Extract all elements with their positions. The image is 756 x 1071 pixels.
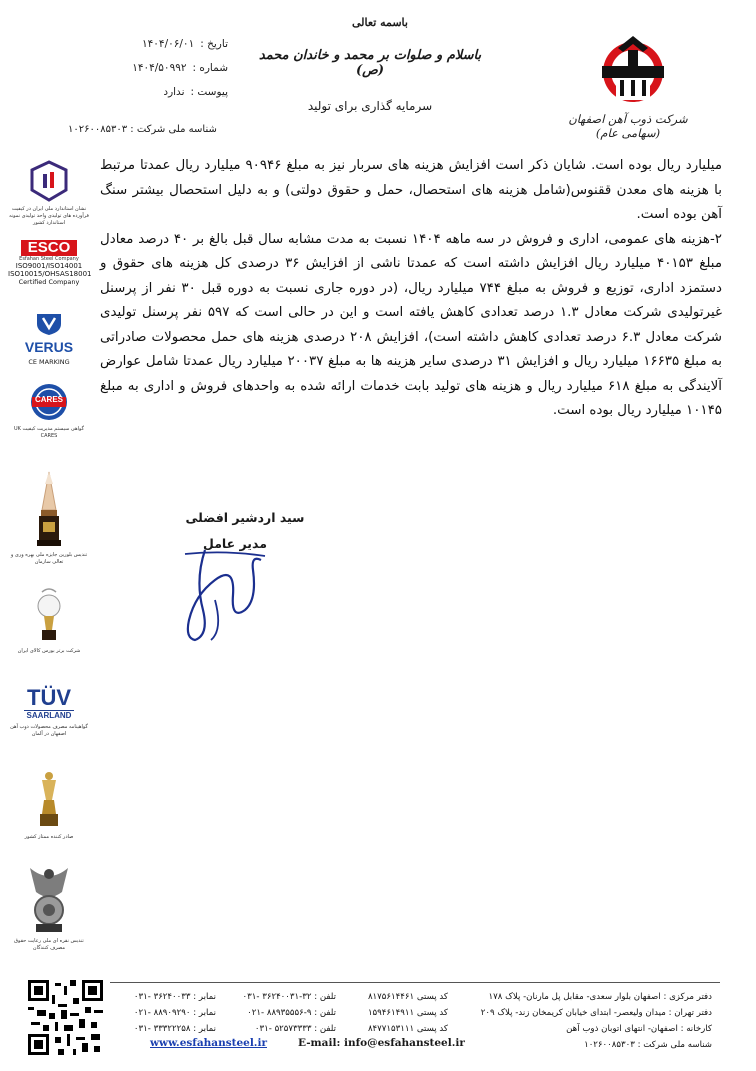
date-row	[68, 38, 228, 56]
badge-esco	[8, 240, 90, 286]
slogan: سرمایه گذاری برای تولید	[307, 99, 433, 113]
esfahan-steel-logo	[596, 30, 670, 110]
body-paragraph-2: ۲-هزینه های عمومی، اداری و فروش در سه ماهه ۱۴۰۴ نسبت به مدت مشابه سال قبل بالغ بر ۴۰ درصد معادل مبلغ ۴۰۱۵۳ میلیارد ریال افزایش داشته است که عمدتا ناشی از افزایش ۳۶ درصدی کل هزینه های حقوق و دستمزد اداری، توزیع و فروش به مبلغ ۷۴۴ میلیارد ریال، (در دوره جاری نسبت به دوره قبل ۳۰ نفر از پرسنل غیرتولیدی شرکت معادل ۱.۳ درصد تعدادی کاهش یافته است و این در حالی است که ۵۹۷ نفر پرسنل تولیدی شرکت معادل ۶.۳ درصد تعدادی کاهش داشته است)، افزایش ۲۰۸ درصدی هزینه های حمل محصولات صادراتی به مبلغ ۱۶۶۳۵ میلیارد ریال و افزایش ۳۱ درصدی سایر هزینه ها به مبلغ ۲۰۰۳۷ میلیارد ریال عمدتا شامل عوارض آلایندگی به مبلغ ۶۱۸ میلیارد ریال و هزینه های تولید بابت خدمات ارائه شده به واحدهای فروش و اداری به مبلغ ۱۰۱۴۵ میلیارد ریال بوده است.	[100, 231, 723, 418]
cares-caption: گواهی سیستم مدیریت کیفیت UK CARES	[13, 426, 85, 439]
footer-factory-fax: نمابر : ۳۳۳۲۲۲۵۸ -۰۳۱	[133, 1024, 216, 1034]
salawat: باسلام و صلوات بر محمد و خاندان محمد (ص)	[258, 48, 482, 78]
esco-cert-2: ISO10015/OHSAS18001	[8, 270, 92, 278]
footer-national-id: شناسه ملی شرکت : ۱۰۲۶۰۰۸۵۳۰۳	[584, 1040, 712, 1050]
attachment-value: ندارد	[163, 86, 185, 98]
date-label: تاریخ :	[200, 38, 228, 50]
badge-cares	[8, 382, 90, 440]
silver-statue-icon	[26, 862, 72, 934]
date-value: ۱۴۰۴/۰۶/۰۱	[142, 38, 195, 50]
tuv-title: TÜV	[27, 685, 71, 710]
footer-hq-phone: تلفن : ۳۲-۳۶۲۴۰۰۳۱ -۰۳۱	[242, 992, 336, 1002]
number-row	[68, 62, 228, 80]
basmala: باسمه تعالی	[352, 16, 408, 29]
footer-factory-address: کارخانه : اصفهان- انتهای اتوبان ذوب آهن	[566, 1024, 712, 1034]
body-paragraph-1: میلیارد ریال بوده است. شایان ذکر است افزایش هزینه های سربار نیز به مبلغ ۹۰۹۴۶ میلیارد ریال عمدتا مرتبط با هزینه های معدن ققنوس(شامل هزینه های استحصال، حمل و حقوق دولتی) و به دلیل استحصال بیشتر سنگ آهن بوده است.	[100, 158, 722, 222]
number-label: شماره :	[192, 62, 228, 74]
footer-email[interactable]: E-mail: info@esfahansteel.ir	[298, 1037, 465, 1049]
footer-tehran-fax: نمابر : ۸۸۹۰۹۲۹۰ -۰۲۱	[133, 1008, 216, 1018]
footer-factory-postal: کد پستی ۸۴۷۷۱۵۳۱۱۱	[367, 1024, 448, 1034]
badge-national-standard	[8, 160, 90, 227]
esco-cert-3: Certified Company	[18, 278, 80, 286]
handwritten-signature	[165, 540, 285, 650]
badge-tuv	[8, 686, 90, 738]
cares-title: CARES	[34, 395, 63, 404]
footer-hq-postal: کد پستی ۸۱۷۵۶۱۴۴۶۱	[367, 992, 448, 1002]
qr-code-icon[interactable]	[28, 980, 103, 1055]
signatory-title: مدیر عامل	[203, 536, 267, 551]
letter-body	[100, 154, 722, 424]
exporter-caption: صادر کننده ممتاز کشور	[24, 834, 74, 840]
attachment-row	[68, 86, 228, 104]
esco-title: ESCO	[21, 240, 77, 256]
badge-consumer-rights	[8, 862, 90, 952]
crystal-trophy-icon	[34, 470, 64, 548]
tuv-subtitle: SAARLAND	[24, 710, 74, 720]
signatory-name: سید اردشیر افضلی	[185, 510, 305, 525]
national-standard-icon	[29, 160, 69, 202]
stock-exchange-caption: شرکت برتر بورس کالای ایران	[17, 648, 81, 654]
footer-divider	[110, 982, 720, 983]
badge-caption: نشان استاندارد ملی ایران در کیفیت فرآورده های تولیدی واحد تولیدی نمونه استاندارد کشور	[9, 206, 89, 226]
number-value: ۱۴۰۴/۵۰۹۹۲	[132, 62, 187, 74]
footer-website-link[interactable]: www.esfahansteel.ir	[150, 1037, 267, 1049]
badge-verus	[8, 312, 90, 366]
badge-crystal-trophy	[8, 470, 90, 566]
esco-cert-1: ISO9001/ISO14001	[15, 262, 83, 270]
footer-tehran-postal: کد پستی ۱۵۹۴۶۱۴۹۱۱	[367, 1008, 448, 1018]
header-national-id: شناسه ملی شرکت : ۱۰۲۶۰۰۸۵۳۰۳	[68, 124, 217, 135]
consumer-rights-caption: تندیس نقره ای ملی رعایت حقوق مصرف کنندگان	[14, 938, 84, 951]
badge-stock-exchange	[8, 588, 90, 655]
footer-factory-phone: تلفن : ۵۲۵۷۳۳۳۳ -۰۳۱	[254, 1024, 336, 1034]
badge-exporter	[8, 770, 90, 841]
footer-hq-fax: نمابر : ۳۶۲۴۰۰۳۳ -۰۳۱	[133, 992, 216, 1002]
esco-subtitle: Esfahan Steel Company	[19, 256, 79, 262]
footer-hq-address: دفتر مرکزی : اصفهان بلوار سعدی- مقابل پل مارنان- پلاک ۱۷۸	[488, 992, 712, 1002]
footer-tehran-phone: تلفن : ۹-۸۸۹۳۵۵۵۶ -۰۲۱	[247, 1008, 336, 1018]
tuv-caption: گواهینامه مصرف محصولات ذوب آهن اصفهان در آلمان	[10, 724, 88, 737]
exporter-trophy-icon	[36, 770, 62, 830]
verus-title: VERUS	[24, 339, 74, 355]
stock-exchange-trophy-icon	[34, 588, 64, 644]
company-name: شرکت ذوب آهن اصفهان (سهامی عام)	[568, 112, 688, 140]
attachment-label: پیوست :	[190, 86, 228, 98]
verus-caption: CE MARKING	[28, 358, 70, 366]
verus-shield-icon	[34, 312, 64, 336]
footer-tehran-address: دفتر تهران : میدان ولیعصر- ابتدای خیابان کریمخان زند- پلاک ۲۰۹	[480, 1008, 712, 1018]
crystal-trophy-caption: تندیس بلورین جایزه ملی بهره وری و تعالی سازمان	[10, 552, 88, 565]
